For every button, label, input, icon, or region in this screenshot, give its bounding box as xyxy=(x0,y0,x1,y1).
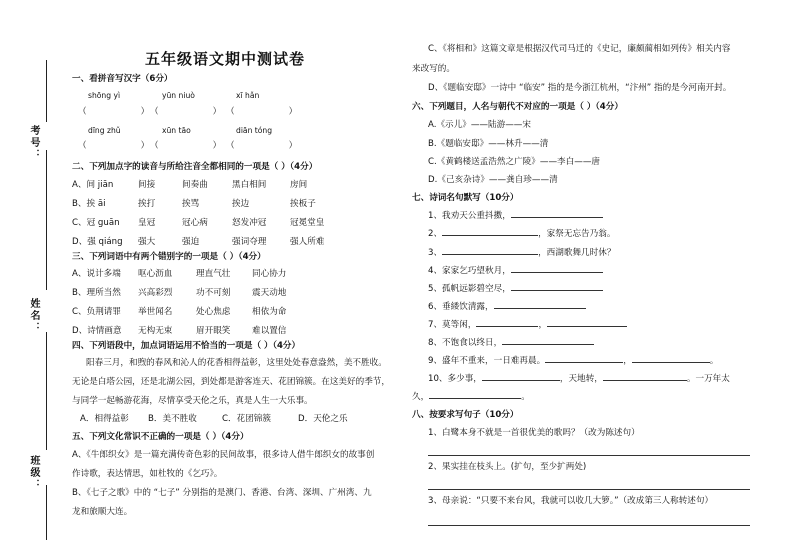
option-word: 理直气壮 xyxy=(196,269,231,279)
option-word: 难以置信 xyxy=(252,326,287,336)
option-word: 同心协力 xyxy=(252,269,287,279)
option-word: 强迫 xyxy=(182,237,200,247)
question-1: 1、白鹭本身不就是一首很优美的歌吗？（改为陈述句） xyxy=(428,428,640,438)
section-heading: 一、看拼音写汉字（6分） xyxy=(72,74,173,84)
fill-blank[interactable] xyxy=(632,362,710,363)
poem-line-10-cont: 久， 。 xyxy=(412,392,530,402)
option-label[interactable]: D、强 qiáng xyxy=(72,237,123,247)
option-b[interactable]: B、《七子之歌》中的 “七子” 分别指的是澳门、香港、台湾、深圳、广州湾、九 xyxy=(72,488,372,498)
option-word: 眉开眼笑 xyxy=(196,326,231,336)
section-heading: 二、下列加点字的读音与所给注音全都相同的一项是（ ）（4分） xyxy=(72,162,318,172)
answer-paren[interactable]: （ ） xyxy=(150,107,222,117)
pinyin-item: xūn tāo xyxy=(162,126,191,135)
answer-paren[interactable]: （ ） xyxy=(226,141,298,151)
fill-blank[interactable] xyxy=(482,380,560,381)
binding-line xyxy=(46,60,47,122)
question-2: 2、果实挂在枝头上。(扩句，至少扩两处) xyxy=(428,462,587,472)
fill-blank[interactable] xyxy=(476,326,538,327)
option-word: 黑白相间 xyxy=(232,180,267,190)
passage-line: 与同学一起畅游花海，尽情享受天伦之乐，真是人生一大乐事。 xyxy=(72,396,313,406)
option-b[interactable]: B.《题临安邸》——林升——清 xyxy=(428,139,549,149)
option-word: 挨边 xyxy=(232,199,250,209)
option-label[interactable]: A、间 jiān xyxy=(72,180,114,190)
option-label[interactable]: A、说计多端 xyxy=(72,269,121,279)
option-word: 挨打 xyxy=(138,199,156,209)
option-word: 强人所难 xyxy=(290,237,325,247)
answer-paren[interactable]: （ ） xyxy=(78,107,150,117)
binding-line xyxy=(46,485,47,540)
poem-line-5: 5、孤帆远影碧空尽， xyxy=(428,284,603,295)
poem-line-1: 1、我劝天公重抖擞， xyxy=(428,211,603,222)
exam-number-label: 考号： xyxy=(28,125,39,161)
option-word: 强大 xyxy=(138,237,156,247)
answer-line[interactable] xyxy=(428,489,750,490)
option-word: 震天动地 xyxy=(252,288,287,298)
section-heading: 八、按要求写句子（10分） xyxy=(412,410,519,420)
section-heading: 五、下列文化常识不正确的一项是（ ）（4分） xyxy=(72,432,249,442)
option-word: 兴高彩烈 xyxy=(138,288,173,298)
fill-blank[interactable] xyxy=(511,217,603,218)
fill-blank[interactable] xyxy=(511,272,603,273)
poem-line-9: 9、盛年不重来，一日难再晨。 ， 。 xyxy=(428,356,719,366)
fill-blank[interactable] xyxy=(494,308,586,309)
binding-line xyxy=(46,332,47,450)
passage-line: 阳春三月，和煦的春风和沁人的花香相得益彰，这里处处春意盎然，美不胜收。 xyxy=(86,358,387,368)
pinyin-item: dīng zhǔ xyxy=(88,126,121,135)
section-heading: 六、下列题目，人名与朝代不对应的一项是（ ）（4分） xyxy=(412,102,623,112)
answer-line[interactable] xyxy=(428,455,750,456)
option-label[interactable]: B、理所当然 xyxy=(72,288,121,298)
option-word: 举世闻名 xyxy=(138,307,173,317)
option-word: 处心焦虑 xyxy=(196,307,231,317)
fill-blank[interactable] xyxy=(547,326,627,327)
poem-line-8: 8、不饱食以终日， xyxy=(428,338,594,349)
class-label: 班级： xyxy=(28,455,39,491)
option-word: 冠心病 xyxy=(182,218,208,228)
answer-paren[interactable]: （ ） xyxy=(226,107,298,117)
pinyin-item: shōng yì xyxy=(88,91,121,100)
option-label[interactable]: C、冠 guān xyxy=(72,218,120,228)
answer-line[interactable] xyxy=(428,525,750,526)
option-word: 挨板子 xyxy=(290,199,316,209)
poem-line-7: 7、莫等闲， ， xyxy=(428,320,627,331)
option-word: 强词夺理 xyxy=(232,237,267,247)
section-heading: 三、下列词语中有两个错别字的一项是（ ）（4分） xyxy=(72,252,266,262)
option-d[interactable]: D、《题临安邸》一诗中 “临安” 指的是今浙江杭州，“汴州” 指的是今河南开封。 xyxy=(428,83,732,93)
option-d[interactable]: D.《己亥杂诗》——龚自珍——清 xyxy=(428,175,558,185)
option-c-cont: 来改写的。 xyxy=(412,64,455,74)
fill-blank[interactable] xyxy=(429,398,521,399)
section-heading: 四、下列语段中，加点词语运用不恰当的一项是（ ）（4分） xyxy=(72,341,301,351)
option-a[interactable]: A．相得益彰 xyxy=(80,414,129,424)
pinyin-item: xī hǎn xyxy=(236,91,260,100)
option-word: 功不可刻 xyxy=(196,288,231,298)
answer-paren[interactable]: （ ） xyxy=(150,141,222,151)
poem-line-4: 4、家家乞巧望秋月， xyxy=(428,266,603,277)
option-a-cont: 作诗歌，表达情思，如杜牧的《乞巧》。 xyxy=(72,469,223,479)
option-a[interactable]: A、《牛郎织女》是一篇充满传奇色彩的民间故事，很多诗人借牛郎织女的故事创 xyxy=(72,450,375,460)
option-label[interactable]: D、诗情画意 xyxy=(72,326,122,336)
fill-blank[interactable] xyxy=(502,344,594,345)
option-word: 相依为命 xyxy=(252,307,287,317)
option-word: 皇冠 xyxy=(138,218,156,228)
fill-blank[interactable] xyxy=(442,254,538,255)
option-word: 房间 xyxy=(290,180,308,190)
binding-line xyxy=(46,150,47,290)
pinyin-item: yūn niuò xyxy=(162,91,195,100)
option-word: 呕心沥血 xyxy=(138,269,173,279)
name-label: 姓名： xyxy=(28,298,39,334)
fill-blank[interactable] xyxy=(511,290,603,291)
option-c[interactable]: C．花团锦簇 xyxy=(222,414,271,424)
option-b-cont: 龙和旅顺大连。 xyxy=(72,507,133,517)
option-word: 间奏曲 xyxy=(182,180,208,190)
fill-blank[interactable] xyxy=(442,235,538,236)
answer-paren[interactable]: （ ） xyxy=(78,141,150,151)
page-title: 五年级语文期中测试卷 xyxy=(145,50,306,68)
poem-line-2: 2、 ，家祭无忘告乃翁。 xyxy=(428,229,616,239)
option-a[interactable]: A.《示儿》——陆游——宋 xyxy=(428,120,531,130)
fill-blank[interactable] xyxy=(603,380,687,381)
option-word: 间接 xyxy=(138,180,156,190)
option-c[interactable]: C、《将相和》这篇文章是根据汉代司马迁的《史记，廉颇蔺相如列传》相关内容 xyxy=(428,44,731,54)
poem-line-10: 10、多少事， ，天地转， 。一万年太 xyxy=(428,374,730,384)
option-d[interactable]: D．天伦之乐 xyxy=(298,414,348,424)
option-label[interactable]: C、负荆请罪 xyxy=(72,307,121,317)
option-word: 怒发冲冠 xyxy=(232,218,267,228)
option-b[interactable]: B．美不胜收 xyxy=(148,414,197,424)
pinyin-item: diān tóng xyxy=(236,126,273,135)
section-heading: 七、诗词名句默写（10分） xyxy=(412,193,519,203)
option-word: 冠冕堂皇 xyxy=(290,218,325,228)
fill-blank[interactable] xyxy=(545,362,623,363)
option-c[interactable]: C.《黄鹤楼送孟浩然之广陵》——李白——唐 xyxy=(428,157,601,167)
question-3: 3、母亲说：“只要不来台风，我就可以收几大箩。”（改成第三人称转述句） xyxy=(428,496,714,506)
poem-line-3: 3、 ，西湖歌舞几时休？ xyxy=(428,248,616,258)
passage-line: 无论是白塔公园，还是北湖公园，到处都是游客连天、花团锦簇。在这美好的季节， xyxy=(72,377,390,387)
poem-line-6: 6、垂緌饮清露， xyxy=(428,302,586,313)
option-label[interactable]: B、挨 āi xyxy=(72,199,106,209)
option-word: 无构无束 xyxy=(138,326,173,336)
option-word: 挨骂 xyxy=(182,199,200,209)
